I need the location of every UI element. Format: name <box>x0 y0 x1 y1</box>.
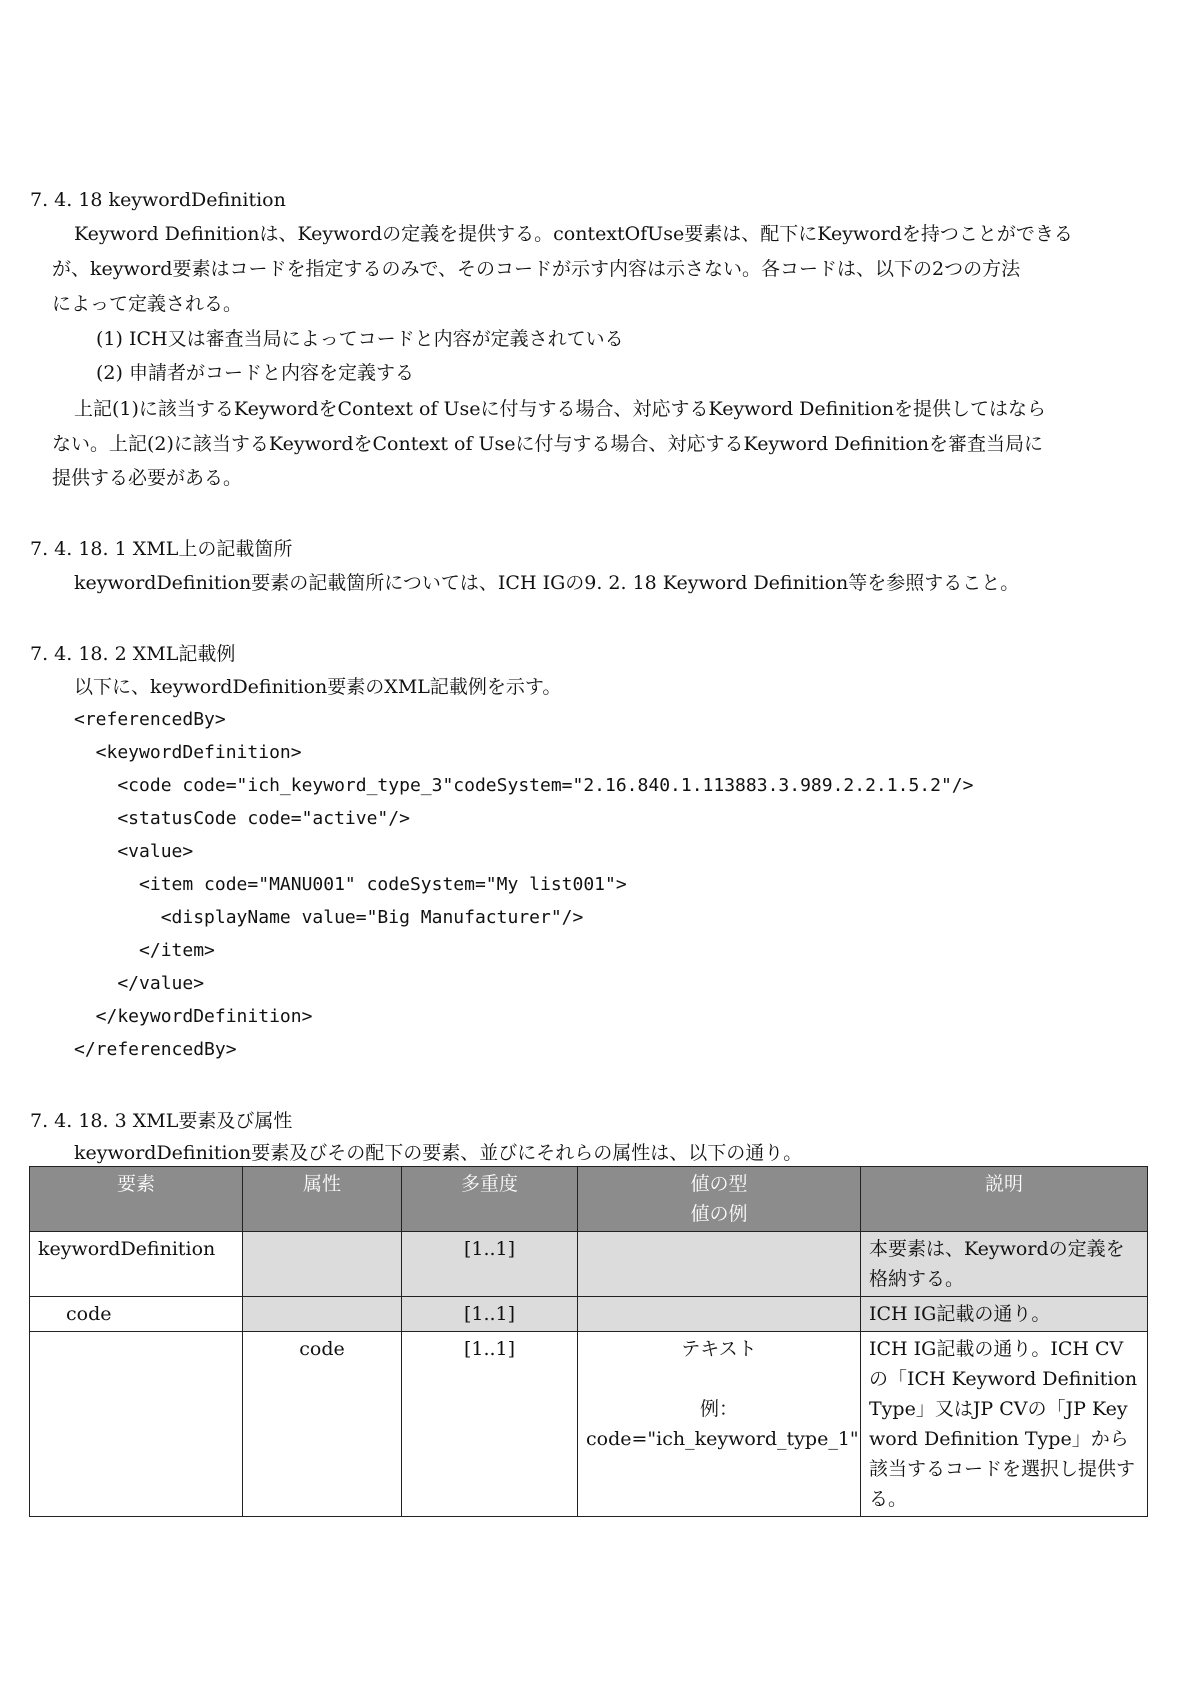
table-header-row <box>30 1167 1148 1232</box>
intro-line: が、keyword要素はコードを指定するのみで、そのコードが示す内容は示さない。各コードは、以下の2つの方法 <box>52 258 1021 280</box>
cell-description: 本要素は、Keywordの定義を格納する。 <box>861 1232 1148 1297</box>
xml-code-line: <keywordDefinition> <box>74 742 302 763</box>
header-example-label: 値の例 <box>690 1203 748 1225</box>
cell-type-example <box>578 1332 861 1517</box>
cell-multiplicity: [1..1] <box>402 1232 578 1297</box>
cell-example: code="ich_keyword_type_1" <box>586 1428 859 1450</box>
rule-line: ない。上記(2)に該当するKeywordをContext of Useに付与する場合、対応するKeyword Definitionを審査当局に <box>52 433 1044 455</box>
xml-code-line: </keywordDefinition> <box>74 1006 313 1027</box>
table-row <box>30 1232 1148 1297</box>
cell-description: ICH IG記載の通り。 <box>861 1297 1148 1332</box>
cell-type <box>578 1297 861 1332</box>
rule-line: 上記(1)に該当するKeywordをContext of Useに付与する場合、対応するKeyword Definitionを提供してはなら <box>74 398 1047 420</box>
cell-multiplicity: [1..1] <box>402 1332 578 1517</box>
xml-code-line: <value> <box>74 841 194 862</box>
rule-line: 提供する必要がある。 <box>52 467 243 489</box>
xml-code-line: <statusCode code="active"/> <box>74 808 410 829</box>
table-row <box>30 1332 1148 1517</box>
cell-element: code <box>30 1297 243 1332</box>
cell-attribute <box>243 1297 402 1332</box>
intro-line: Keyword Definitionは、Keywordの定義を提供する。contextOfUse要素は、配下にKeywordを持つことができる <box>74 223 1073 245</box>
method-item: (1) ICH又は審査当局によってコードと内容が定義されている <box>96 328 624 350</box>
section-heading: 7. 4. 18 keywordDefinition <box>30 189 286 211</box>
header-element: 要素 <box>30 1167 243 1232</box>
sub2-text: 以下に、keywordDefinition要素のXML記載例を示す。 <box>74 676 562 698</box>
cell-example-label: 例： <box>699 1398 738 1420</box>
sub3-heading: 7. 4. 18. 3 XML要素及び属性 <box>30 1110 293 1132</box>
sub1-heading: 7. 4. 18. 1 XML上の記載箇所 <box>30 538 293 560</box>
cell-type <box>578 1232 861 1297</box>
header-value-type <box>578 1167 861 1232</box>
cell-type: テキスト <box>681 1338 757 1360</box>
sub2-heading: 7. 4. 18. 2 XML記載例 <box>30 643 236 665</box>
cell-description: ICH IG記載の通り。ICH CVの「ICH Keyword Definition Type」又はJP CVの「JP Keyword Definition Type」から該当するコードを選択し提供する。 <box>861 1332 1148 1517</box>
sub1-text: keywordDefinition要素の記載箇所については、ICH IGの9. 2. 18 Keyword Definition等を参照すること。 <box>74 572 1020 594</box>
table-row <box>30 1297 1148 1332</box>
sub3-text: keywordDefinition要素及びその配下の要素、並びにそれらの属性は、以下の通り。 <box>74 1142 803 1164</box>
intro-line: によって定義される。 <box>52 293 243 315</box>
cell-element: keywordDefinition <box>30 1232 243 1297</box>
cell-element <box>30 1332 243 1517</box>
xml-code-line: </referencedBy> <box>74 1039 237 1060</box>
header-type-label: 値の型 <box>690 1173 748 1195</box>
xml-code-line: </item> <box>74 940 215 961</box>
header-attribute: 属性 <box>243 1167 402 1232</box>
xml-code-line: <displayName value="Big Manufacturer"/> <box>74 907 584 928</box>
header-multiplicity: 多重度 <box>402 1167 578 1232</box>
cell-multiplicity: [1..1] <box>402 1297 578 1332</box>
header-description: 説明 <box>861 1167 1148 1232</box>
attribute-table <box>29 1166 1148 1517</box>
method-item: (2) 申請者がコードと内容を定義する <box>96 362 414 384</box>
xml-code-line: <item code="MANU001" codeSystem="My list001"> <box>74 874 627 895</box>
cell-attribute <box>243 1232 402 1297</box>
xml-code-line: <referencedBy> <box>74 709 226 730</box>
cell-attribute: code <box>243 1332 402 1517</box>
xml-code-line: </value> <box>74 973 205 994</box>
xml-code-line: <code code="ich_keyword_type_3"codeSystem="2.16.840.1.113883.3.989.2.2.1.5.2"/> <box>74 775 974 796</box>
